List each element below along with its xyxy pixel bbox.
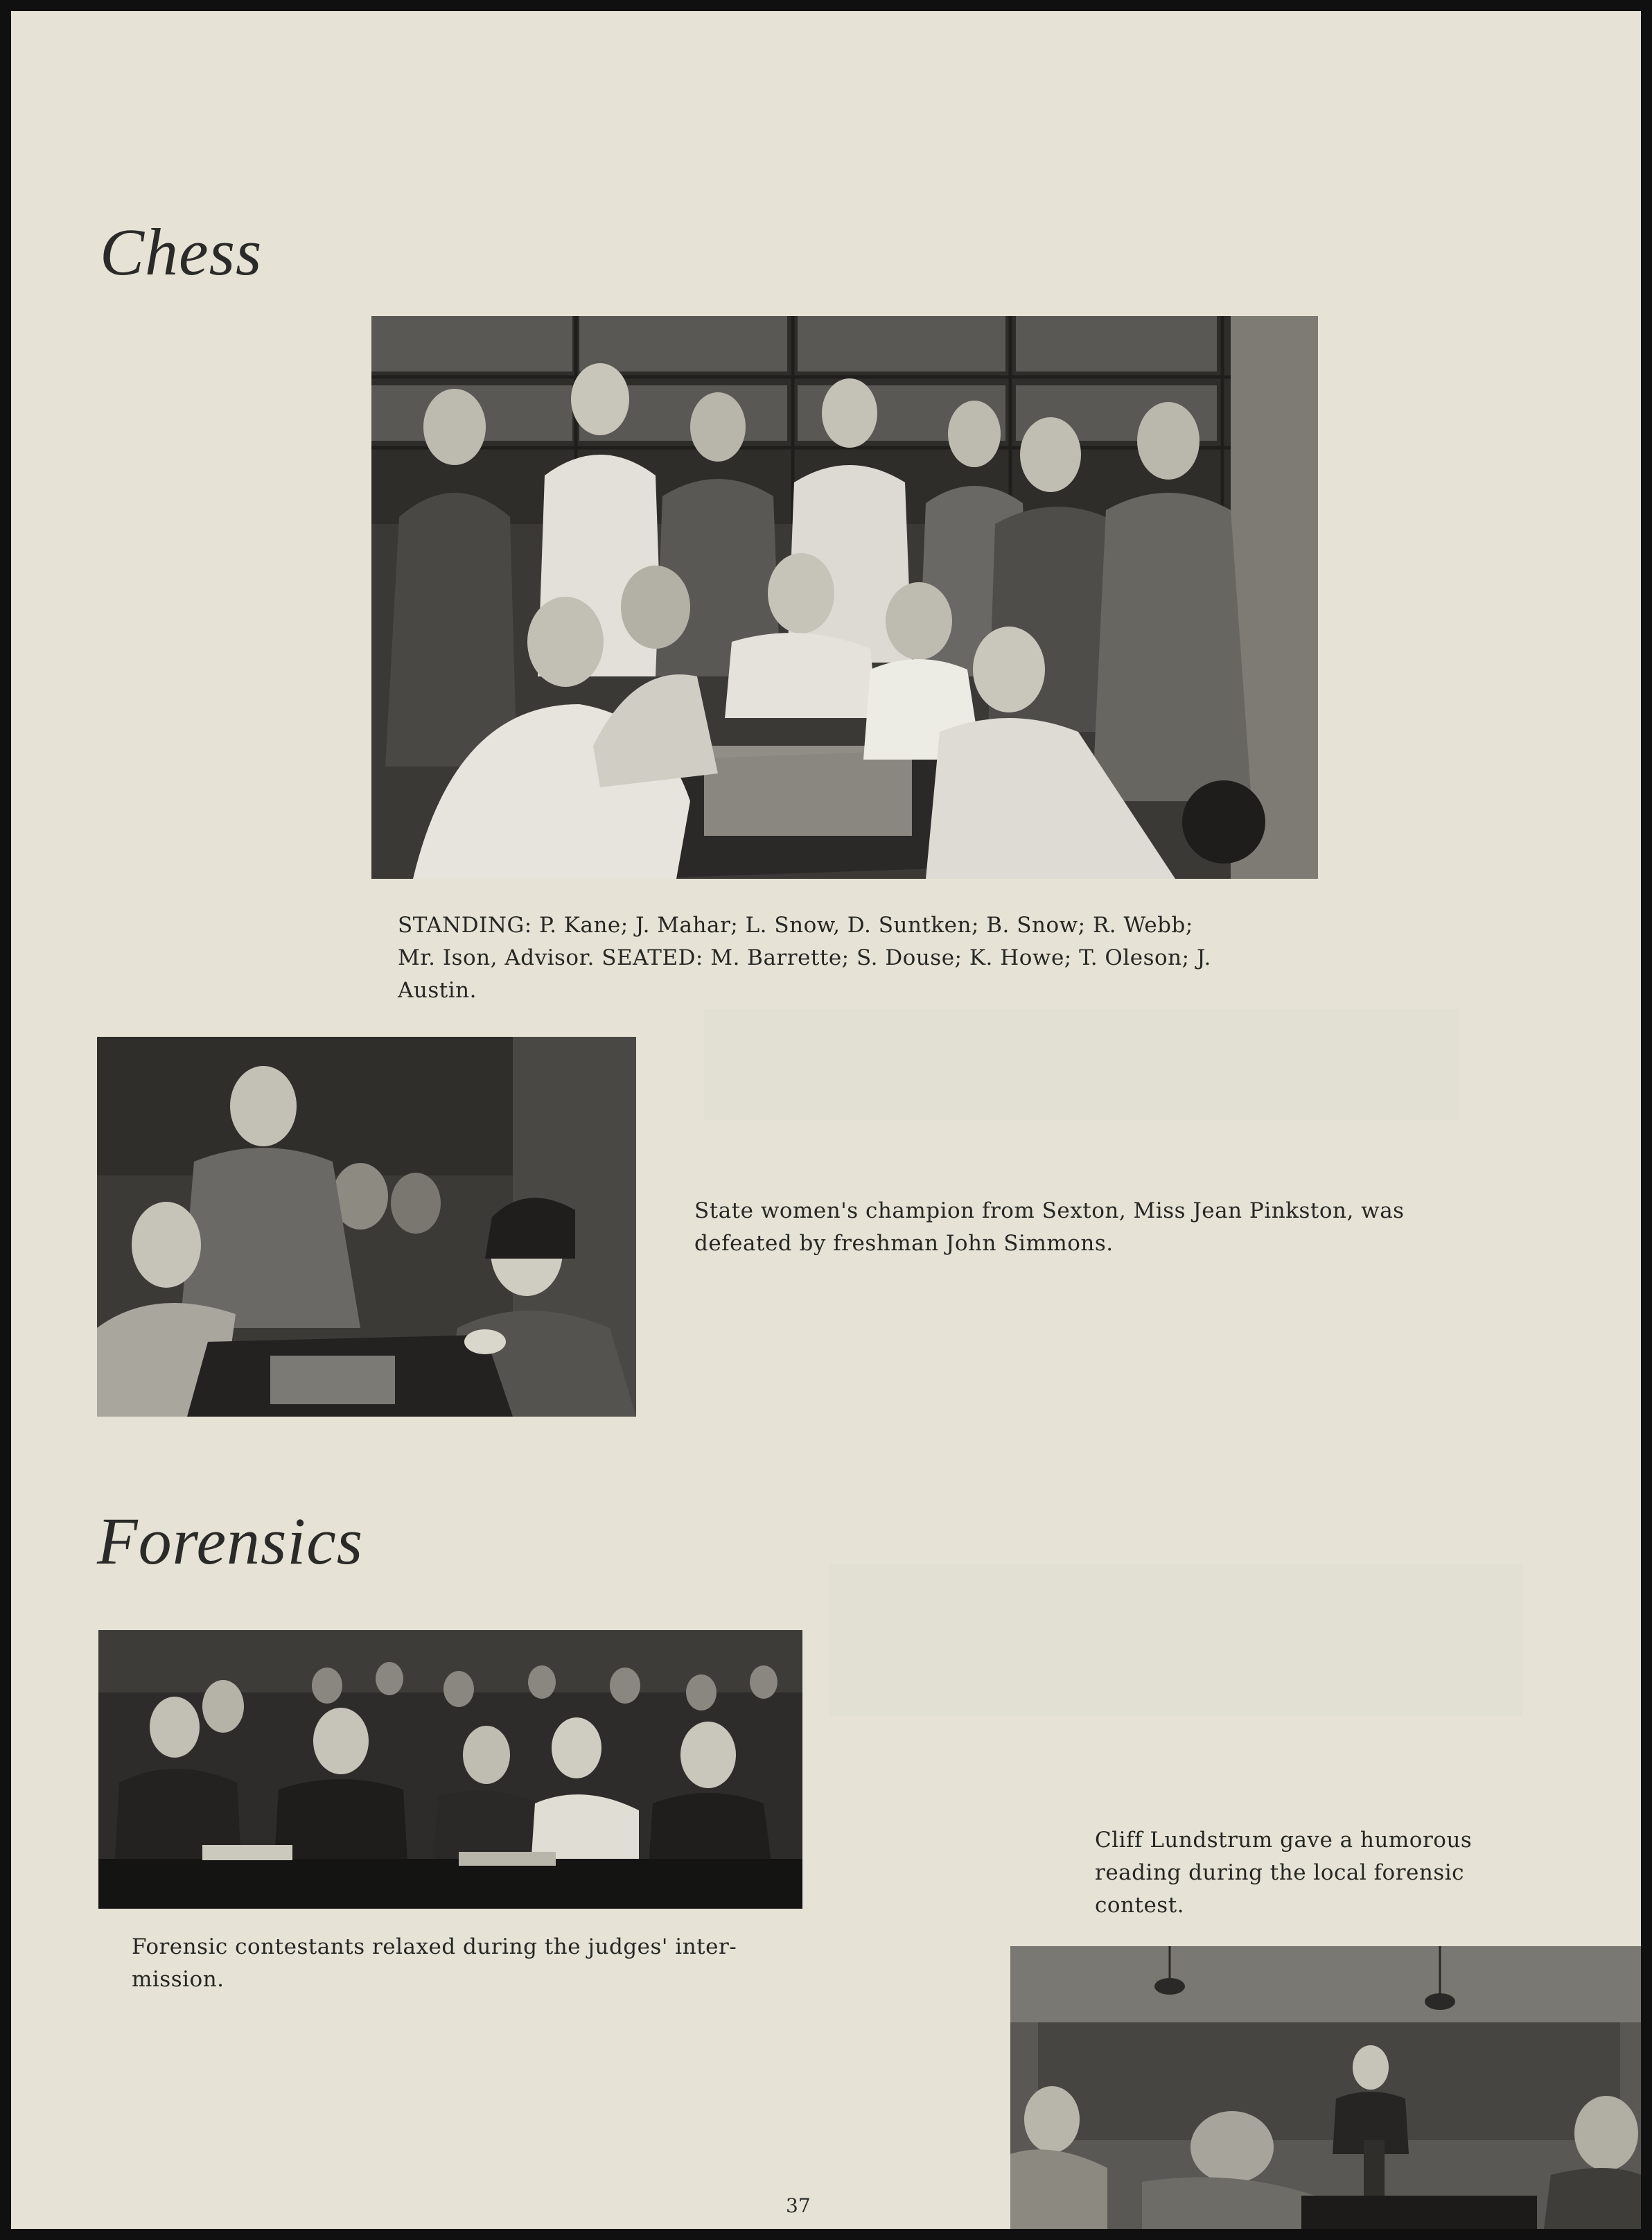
caption-line: mission.: [132, 1967, 225, 1992]
yearbook-page: [11, 11, 1641, 2229]
chess-heading: Chess: [100, 215, 263, 289]
forensic-contestants-caption: [132, 1931, 825, 1996]
forensic-contestants-photo: [98, 1630, 802, 1909]
caption-line: Austin.: [398, 978, 477, 1003]
bleed-through-block: [704, 1009, 1459, 1120]
caption-line: Cliff Lundstrum gave a humorous: [1095, 1828, 1473, 1853]
caption-line: defeated by freshman John Simmons.: [694, 1231, 1114, 1256]
chess-match-photo: [97, 1037, 636, 1417]
caption-line: contest.: [1095, 1893, 1185, 1918]
forensics-heading: Forensics: [97, 1504, 364, 1578]
forensic-reading-photo: [1010, 1946, 1641, 2229]
caption-line: STANDING: P. Kane; J. Mahar; L. Snow, D. Suntken; B. Snow; R. Webb;: [398, 913, 1193, 938]
forensic-reading-caption: [1095, 1824, 1538, 1922]
caption-line: Forensic contestants relaxed during the judges' inter-: [132, 1934, 737, 1959]
chess-match-caption: [694, 1195, 1526, 1260]
chess-team-caption: [398, 909, 1326, 1007]
bleed-through-block: [829, 1564, 1522, 1716]
caption-line: State women's champion from Sexton, Miss Jean Pinkston, was: [694, 1198, 1405, 1223]
chess-club-team-photo: [371, 316, 1318, 879]
caption-line: Mr. Ison, Advisor. SEATED: M. Barrette; S. Douse; K. Howe; T. Oleson; J.: [398, 945, 1211, 970]
page-number: 37: [786, 2194, 811, 2217]
caption-line: reading during the local forensic: [1095, 1860, 1465, 1885]
